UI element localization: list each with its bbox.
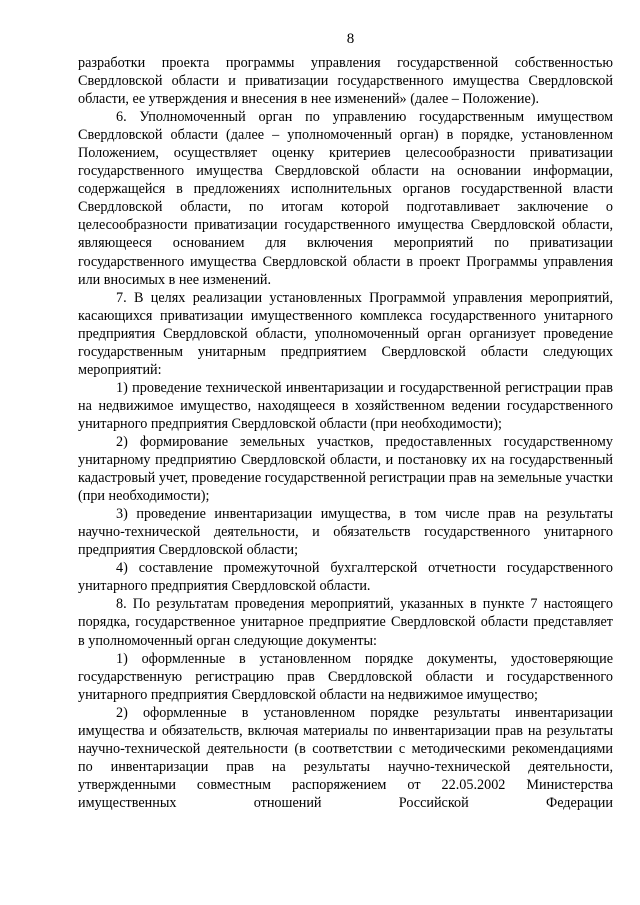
- paragraph-7: 7. В целях реализации установленных Программой управления мероприятий, касающихся приватизации имущественного комплекса государственного унитарного предприятия Свердловской области, уполномоченный орган организует проведение государственным унитарным предприятием Свердловской области следующих мероприятий:: [78, 289, 613, 378]
- paragraph-7-item-3: 3) проведение инвентаризации имущества, в том числе прав на результаты научно-технической деятельности, и обязательств государственного унитарного предприятия Свердловской области;: [78, 506, 613, 559]
- paragraph-7-item-2: 2) формирование земельных участков, предоставленных государственному унитарному предприятию Свердловской области, и постановку их на государственный кадастровый учет, проведение государственной регистрации прав на земельные участки (при необходимости);: [78, 433, 613, 505]
- paragraph-8-item-2: 2) оформленные в установленном порядке результаты инвентаризации имущества и обязательств, включая материалы по инвентаризации прав на результаты научно-технической деятельности (в соответствии с методическими рекомендациями по инвентаризации прав на результаты научно-технической деятельности, утвержденными совместным распоряжением от 22.05.2002 Министерства имущественных отношений Российской Федерации: [78, 704, 613, 811]
- paragraph-8: 8. По результатам проведения мероприятий, указанных в пункте 7 настоящего порядка, государственное унитарное предприятие Свердловской области представляет в уполномоченный орган следующие документы:: [78, 596, 613, 649]
- paragraph-6: 6. Уполномоченный орган по управлению государственным имуществом Свердловской области (далее – уполномоченный орган) в порядке, установленном Положением, осуществляет оценку критериев целесообразности приватизации государственного имущества Свердловской области на основании информации, содержащейся в предложениях исполнительных органов государственной власти Свердловской области, по итогам которой подготавливает заключение о целесообразности приватизации государственного имущества Свердловской области, являющееся основанием для включения мероприятий по приватизации государственного имущества Свердловской области в проект Программы управления или вносимых в нее изменений.: [78, 109, 613, 288]
- paragraph-7-item-4: 4) составление промежуточной бухгалтерской отчетности государственного унитарного предприятия Свердловской области.: [78, 560, 613, 595]
- paragraph-8-item-1: 1) оформленные в установленном порядке документы, удостоверяющие государственную регистрацию прав Свердловской области и государственного унитарного предприятия Свердловской области на недвижимое имущество;: [78, 650, 613, 703]
- paragraph-intro-continuation: разработки проекта программы управления государственной собственностью Свердловской области и приватизации государственного имущества Свердловской области, ее утверждения и внесения в нее изменений» (далее – Положение).: [78, 55, 613, 108]
- page-body: [78, 54, 613, 812]
- page-number: 8: [346, 31, 355, 47]
- paragraph-7-item-1: 1) проведение технической инвентаризации и государственной регистрации прав на недвижимое имущество, находящееся в хозяйственном ведении государственного унитарного предприятия Свердловской области (при необходимости);: [78, 379, 613, 432]
